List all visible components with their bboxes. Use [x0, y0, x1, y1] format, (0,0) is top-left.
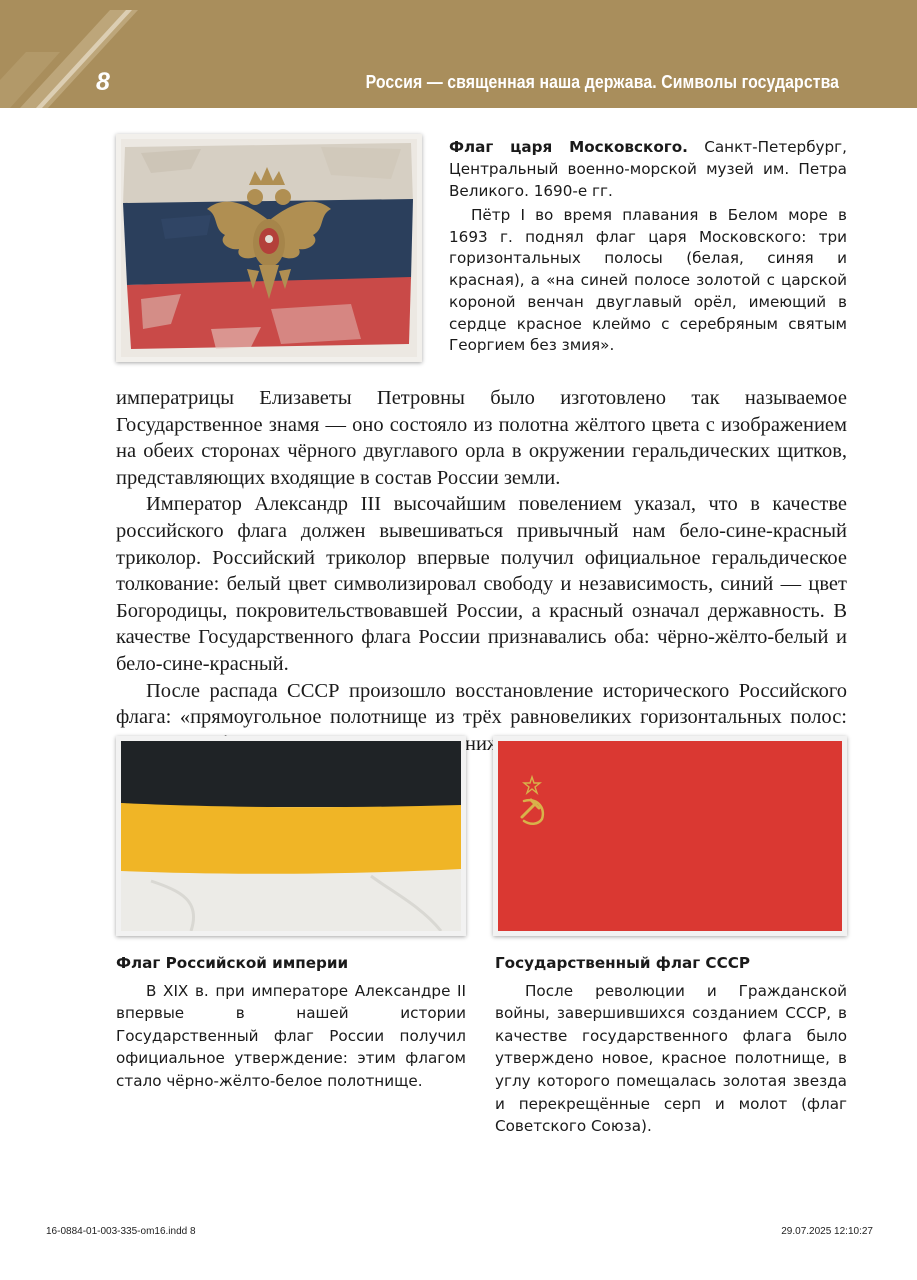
footer-file-slug: 16-0884-01-003-335-om16.indd 8	[46, 1226, 196, 1237]
tsar-moscow-flag-drawing	[121, 139, 417, 357]
main-paragraph-3: После распада СССР произошло восстановление исторического Российского флага: «прямоугольное полотнище из трёх равновеликих горизонтальных полос:	[116, 679, 847, 729]
tsar-moscow-flag-caption	[449, 136, 847, 357]
tsar-moscow-flag-caption-title: Флаг царя Московского.	[449, 138, 688, 156]
ussr-flag-caption	[495, 952, 847, 1138]
ussr-flag-caption-title: Государственный флаг СССР	[495, 954, 750, 972]
russian-empire-flag-caption	[116, 952, 466, 1093]
main-paragraph-2: Император Александр III высочайшим повелением указал, что в качестве российского флага должен вывешиваться привычный нам бело-сине-красный триколор. Российский триколор впервые получил официальное геральдическое толкование: белый цвет символизировал свободу и независимость, синий — цвет Богородицы, покровительствовавшей России, а красный означал державность. В качестве Государственного флага России признавались оба: чёрно-жёлто-белый и бело-сине-красный.	[116, 493, 847, 675]
main-paragraph-1: императрицы Елизаветы Петровны было изготовлено так называемое Государственное знамя — оно состояло из полотна жёлтого цвета с изображением на обеих сторонах чёрного двуглавого орла в окружении геральдических щитков, представляющих входящие в состав России земли.	[116, 387, 847, 489]
russian-empire-flag-caption-text: В XIX в. при императоре Александре II впервые в нашей истории Государственный флаг России получил официальное утверждение: этим флагом стало чёрно-жёлто-белое полотнище.	[116, 981, 466, 1090]
russian-empire-flag-caption-title: Флаг Российской империи	[116, 954, 349, 972]
ussr-flag-image	[493, 736, 847, 936]
russian-empire-flag-image	[116, 736, 466, 936]
footer-timestamp: 29.07.2025 12:10:27	[781, 1226, 873, 1237]
tsar-moscow-flag-caption-text: Пётр I во время плавания в Белом море в 1693 г. поднял флаг царя Московского: три горизонтальных полосы (белая, синяя и красная), а «на синей полосе золотой с царской короной венчан двуглавый орёл, имеющий в сердце красное клеймо с серебряным святым Георгием без змия».	[449, 206, 847, 355]
tsar-moscow-flag-caption-source: Санкт-Петербург, Центральный военно-морской музей им. Петра Великого. 1690-е гг.	[449, 138, 847, 200]
ussr-flag-caption-text: После революции и Гражданской войны, завершившихся созданием СССР, в качестве государственного флага было утверждено новое, красное полотнище, в углу которого помещалась золотая звезда и перекрещённые серп и молот (флаг Советского Союза).	[495, 981, 847, 1136]
page-number: 8	[96, 68, 110, 96]
russian-empire-flag-drawing	[121, 741, 461, 931]
ussr-flag-drawing	[498, 741, 842, 931]
running-header-title: Россия — священная наша держава. Символы государства	[365, 72, 839, 92]
tsar-moscow-flag-image	[116, 134, 422, 362]
page-header	[0, 0, 917, 108]
main-text	[116, 385, 847, 757]
